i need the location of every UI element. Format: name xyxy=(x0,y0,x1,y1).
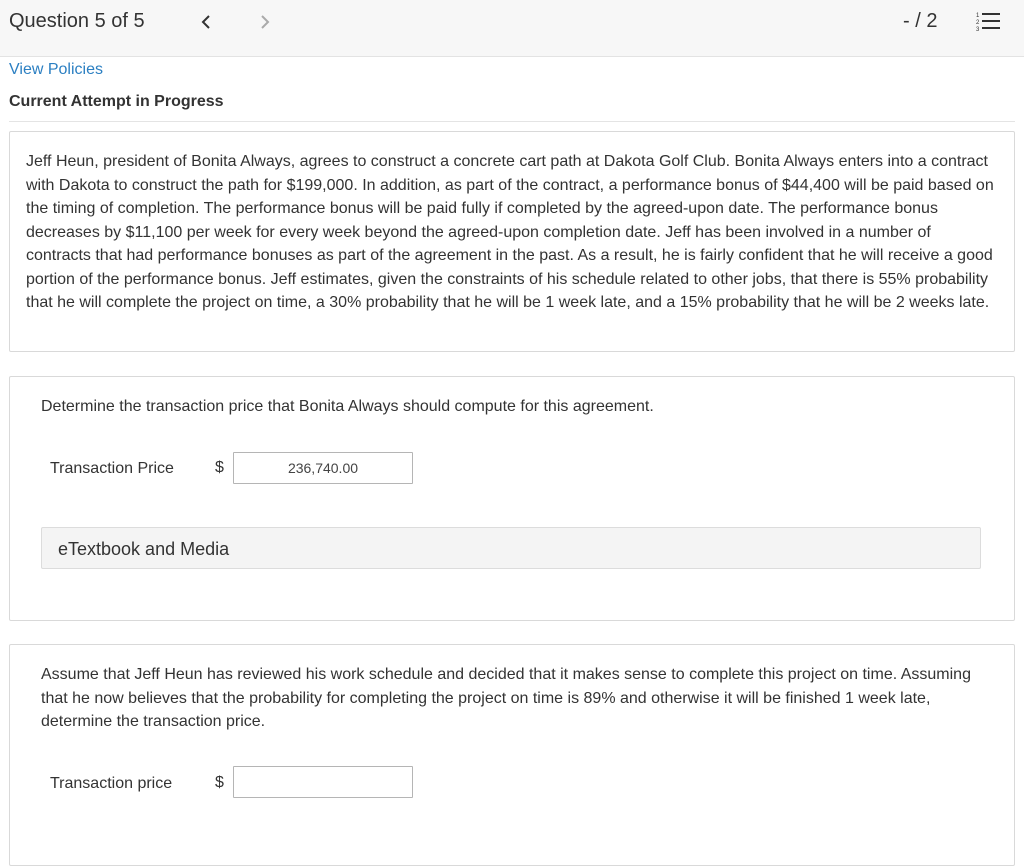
etextbook-media-button[interactable] xyxy=(41,527,981,569)
next-question-button[interactable] xyxy=(253,9,277,35)
problem-statement-panel xyxy=(9,131,1015,352)
numbered-list-icon xyxy=(974,9,1002,35)
problem-statement: Jeff Heun, president of Bonita Always, agrees to construct a concrete cart path at Dakota Golf Club. Bonita Always enters into a contract with Dakota to construct the path for $199,000. In addition, as part of the contract, a performance bonus of $44,400 will be paid based on the timing of completion. The performance bonus will be paid fully if completed by the agreed-upon date. The performance bonus decreases by $11,100 per week for every week beyond the agreed-upon completion date. Jeff has been involved in a number of contracts that had performance bonuses as part of the agreement in the past. As a result, he is fairly confident that he will receive a good portion of the performance bonus. Jeff estimates, given the constraints of his schedule related to other jobs, that there is 55% probability that he will complete the project on time, a 30% probability that he will be 1 week late, and a 15% probability that he will be 2 weeks late. xyxy=(26,153,994,311)
etextbook-media-label: eTextbook and Media xyxy=(58,539,230,559)
question-score: - / 2 xyxy=(903,10,938,32)
part-b-panel xyxy=(9,644,1015,866)
chevron-right-icon xyxy=(259,14,271,30)
list-number-3: 3 xyxy=(976,27,980,33)
transaction-price-b-input[interactable] xyxy=(233,766,413,798)
view-policies-link[interactable]: View Policies xyxy=(9,61,103,78)
transaction-price-input[interactable] xyxy=(233,452,413,484)
question-counter: Question 5 of 5 xyxy=(9,10,145,32)
transaction-price-label: Transaction Price xyxy=(50,460,174,477)
question-list-button[interactable] xyxy=(974,9,1002,35)
previous-question-button[interactable] xyxy=(194,9,218,35)
divider xyxy=(9,121,1015,122)
attempt-status: Current Attempt in Progress xyxy=(9,93,224,110)
chevron-left-icon xyxy=(200,14,212,30)
part-a-panel xyxy=(9,376,1015,621)
list-number-2: 2 xyxy=(976,20,980,26)
part-a-prompt: Determine the transaction price that Bonita Always should compute for this agreement. xyxy=(41,398,654,415)
list-number-1: 1 xyxy=(976,13,980,19)
currency-symbol-b: $ xyxy=(215,774,224,791)
transaction-price-b-label: Transaction price xyxy=(50,775,173,792)
part-b-prompt: Assume that Jeff Heun has reviewed his work schedule and decided that it makes sense to complete this project on time. Assuming that he now believes that the probability for completing the project on time is 89% and otherwise it will be finished 1 week late, determine the transaction price. xyxy=(41,666,971,730)
question-header xyxy=(0,0,1024,57)
currency-symbol: $ xyxy=(215,459,224,476)
